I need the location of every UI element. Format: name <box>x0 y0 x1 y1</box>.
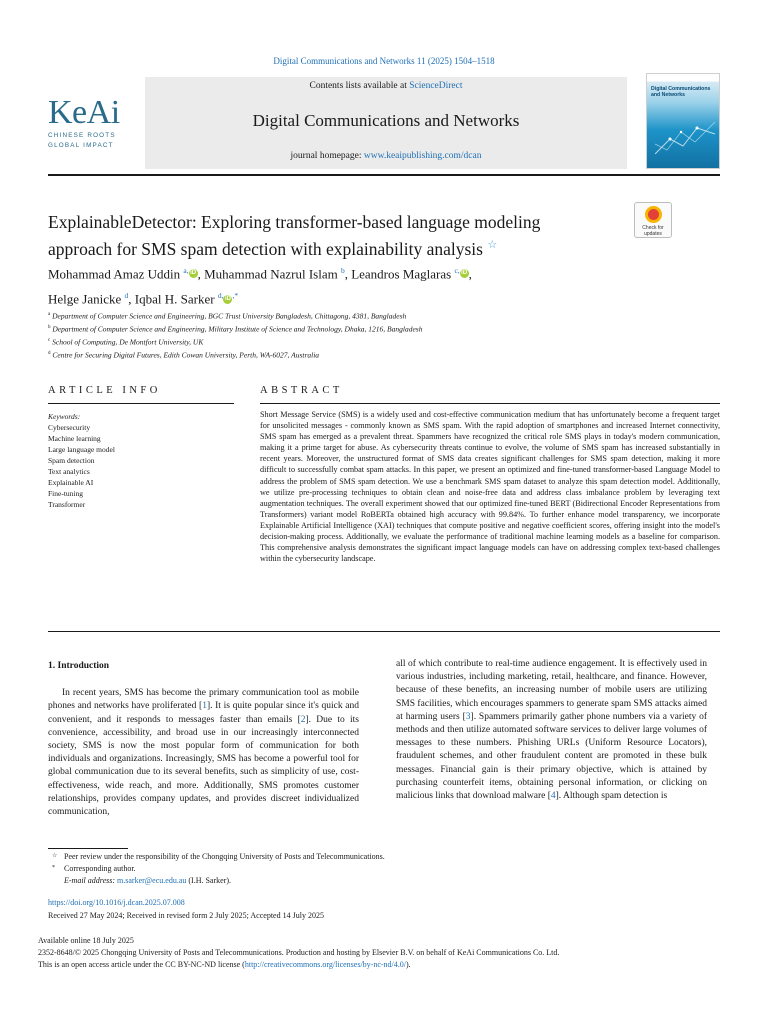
contents-available: Contents lists available at ScienceDirect <box>309 81 463 91</box>
affiliation-item: $^a$ Department of Computer Science and Engineering, BGC Trust University Bangladesh, Chittagong, 4381, Bangladesh <box>48 311 407 321</box>
keywords-heading: Keywords: <box>48 412 81 421</box>
journal-cover-image <box>646 73 720 169</box>
badge-label: Check for updates <box>642 225 664 237</box>
footnotes <box>48 851 648 887</box>
article-info-rule <box>48 403 234 404</box>
homepage-link[interactable]: www.keaipublishing.com/dcan <box>363 151 482 161</box>
author-name[interactable]: Leandros Maglaras <box>351 266 452 282</box>
logo-tagline-1: CHINESE ROOTS <box>48 132 116 139</box>
footnote-peer-review: ☆ Peer review under the responsibility of the Chongqing University of Posts and Telecommunications. <box>52 852 385 861</box>
author-affil-mark[interactable]: a, <box>183 266 189 275</box>
article-info-heading: ARTICLE INFO <box>48 385 161 396</box>
check-for-updates-badge[interactable] <box>634 202 672 238</box>
crossmark-icon <box>645 206 662 223</box>
footnote-email: E-mail address: m.sarker@ecu.edu.au (I.H. Sarker). <box>64 876 232 885</box>
author-name[interactable]: Mohammad Amaz Uddin <box>48 266 181 282</box>
keyword-item: Cybersecurity <box>48 423 91 432</box>
author-list: Mohammad Amaz Uddin $^{a,}$ iD , Muhammad Nazrul Islam $^b$, Leandros Maglaras $^{c,}$ iD , Helge Janicke $^d$, Iqbal H. Sarker $^{d,}$ iD ,* <box>48 266 472 307</box>
body-column-left <box>48 660 359 819</box>
header-rule <box>48 174 720 176</box>
orcid-icon[interactable]: iD <box>190 270 197 277</box>
keyword-item: Fine-tuning <box>48 489 83 498</box>
publication-info <box>38 935 728 971</box>
affiliation-item: $^c$ School of Computing, De Montfort University, UK <box>48 337 204 347</box>
abstract-heading: ABSTRACT <box>260 385 343 396</box>
keyword-item: Transformer <box>48 500 86 509</box>
doi-block <box>48 896 648 922</box>
copyright-line: 2352-8648/© 2025 Chongqing University of Posts and Telecommunications. Production and hosting by Elsevier B.V. on behalf of KeAi Communications Co. Ltd. <box>38 948 560 957</box>
footnote-rule <box>48 848 128 849</box>
email-link[interactable]: m.sarker@ecu.edu.au <box>117 876 187 885</box>
affiliation-item: $^b$ Department of Computer Science and Engineering, Military Institute of Science and Technology, Dhaka, 1216, Bangladesh <box>48 324 423 334</box>
received-dates: Received 27 May 2024; Received in revised form 2 July 2025; Accepted 14 July 2025 <box>48 911 324 920</box>
section-heading-introduction: 1. Introduction <box>48 661 110 671</box>
license-line: This is an open access article under the CC BY-NC-ND license (http://creativecommons.org/licenses/by-nc-nd/4.0/). <box>38 960 411 969</box>
journal-citation[interactable]: Digital Communications and Networks 11 (2025) 1504–1518 <box>273 56 495 66</box>
keyword-item: Explainable AI <box>48 478 94 487</box>
affiliation-item: $^d$ Centre for Securing Digital Futures, Edith Cowan University, Perth, WA-6027, Australia <box>48 350 320 360</box>
reference-link[interactable]: 4 <box>550 791 556 802</box>
author-affil-mark[interactable]: b <box>340 266 345 275</box>
journal-homepage: journal homepage: www.keaipublishing.com/dcan <box>290 151 482 161</box>
available-online: Available online 18 July 2025 <box>38 936 134 945</box>
author-name[interactable]: Muhammad Nazrul Islam <box>204 266 338 282</box>
reference-link[interactable]: 2 <box>300 714 306 725</box>
cover-graphic <box>655 114 715 162</box>
intro-paragraph-left: In recent years, SMS has become the primary communication tool as mobile phones and networks have proliferated [1]. It is quite popular since it's quick and convenient, and it responds to messages faster than emails [2]. Due to its convenience, accessibility, and broad use in our increasingly interconnected society, SMS is now the most popular form of communication for both individuals and organizations. Increasingly, SMS has become a powerful tool for global communication due to its several benefits, such as simplicity of use, cost-effectiveness, wide reach, and more. Additionally, SMS promotes customer relationships, provides company updates, and provides discreet individualized communication, <box>48 688 359 818</box>
keai-logo <box>48 96 138 150</box>
author-affil-mark[interactable]: d, <box>217 291 224 301</box>
keyword-item: Spam detection <box>48 456 95 465</box>
paper-title: ExplainableDetector: Exploring transformer-based language modeling approach for SMS spam detection with explainability analysis ☆ <box>48 212 541 259</box>
reference-link[interactable]: 3 <box>465 711 471 722</box>
author-name[interactable]: Helge Janicke <box>48 291 122 307</box>
license-link[interactable]: http://creativecommons.org/licenses/by-nc-nd/4.0/ <box>244 960 406 969</box>
doi-link[interactable]: https://doi.org/10.1016/j.dcan.2025.07.008 <box>48 898 185 907</box>
orcid-icon[interactable]: iD <box>461 270 468 277</box>
keywords-list <box>48 411 228 510</box>
author-affil-mark[interactable]: d <box>124 291 129 301</box>
keyword-item: Large language model <box>48 445 115 454</box>
cover-title: Digital Communications and Networks <box>651 86 711 98</box>
author-name[interactable]: Iqbal H. Sarker <box>134 291 215 307</box>
author-affil-mark[interactable]: c, <box>454 266 460 275</box>
body-column-right <box>396 658 707 803</box>
abstract-bottom-rule <box>48 631 720 632</box>
corresponding-author-mark[interactable]: ,* <box>232 291 239 301</box>
abstract-rule <box>260 403 720 404</box>
orcid-icon[interactable]: iD <box>224 295 231 302</box>
logo-wordmark: KeAi <box>48 94 120 131</box>
abstract-text: Short Message Service (SMS) is a widely used and cost-effective communication medium that has unfortunately become a frequent target for unsolicited messages - commonly known as SMS spam. With the rapid adoption of smartphones and increased Internet connectivity, SMS spam has emerged as a prevalent threat. Spammers have recognized the critical role SMS plays in today's modern communication, making it a prime target for abuse. As cybersecurity threats continue to evolve, the volume of SMS spam has increased substantially in recent years. Moreover, the unstructured format of SMS data creates significant challenges for SMS spam detection, making it more difficult to successfully combat spam attacks. In this paper, we present an optimized and fine-tuned transformer-based Language Model to address the problem of SMS spam detection. We use a benchmark SMS spam dataset to analyze this spam detection model. Additionally, we utilize pre-processing techniques to obtain clean and noise-free data and address class imbalance problem by leveraging text augmentation techniques. The overall experiment showed that our optimized fine-tuned BERT (Bidirectional Encoder Representations from Transformers) variant model RoBERTa obtained high accuracy with 99.84%. To further enhance model transparency, we incorporate Explainable Artificial Intelligence (XAI) techniques that compute positive and negative coefficient scores, offering insight into the model's decision-making process. Additionally, we evaluate the performance of traditional machine learning models as a baseline for comparison. This comprehensive analysis demonstrates the significant impact language models can have on addressing complex text-based challenges within the cybersecurity landscape. <box>260 410 720 564</box>
journal-title: Digital Communications and Networks <box>252 111 520 130</box>
affiliations <box>48 309 648 361</box>
journal-banner <box>145 77 627 169</box>
intro-paragraph-right: all of which contribute to real-time audience engagement. It is effectively used in various industries, including marketing, retail, healthcare, and finance. However, because of these benefits, an increasing number of mobile users are utilizing SMS facilities, which encourages spammers to generate spam SMS attacks aimed at harming users [3]. Spammers primarily gather phone numbers via a variety of methods and then utilize automated software services to deliver large volumes of messages to these numbers. Phishing URLs (Uniform Resource Locators), fraudulent schemes, and other fraudulent content are promoted in these bulk messages. Financial gain is their primary objective, which is attained by purchasing counterfeit items, obtaining personal information, or clicking on malicious links that download malware [4]. Although spam detection is <box>396 659 708 802</box>
keyword-item: Machine learning <box>48 434 101 443</box>
reference-link[interactable]: 1 <box>202 701 207 712</box>
logo-tagline-2: GLOBAL IMPACT <box>48 142 114 149</box>
sciencedirect-link[interactable]: ScienceDirect <box>409 81 463 91</box>
footnote-corresponding: * Corresponding author. <box>52 864 136 873</box>
title-footnote-star[interactable]: ☆ <box>487 239 498 251</box>
keyword-item: Text analytics <box>48 467 90 476</box>
